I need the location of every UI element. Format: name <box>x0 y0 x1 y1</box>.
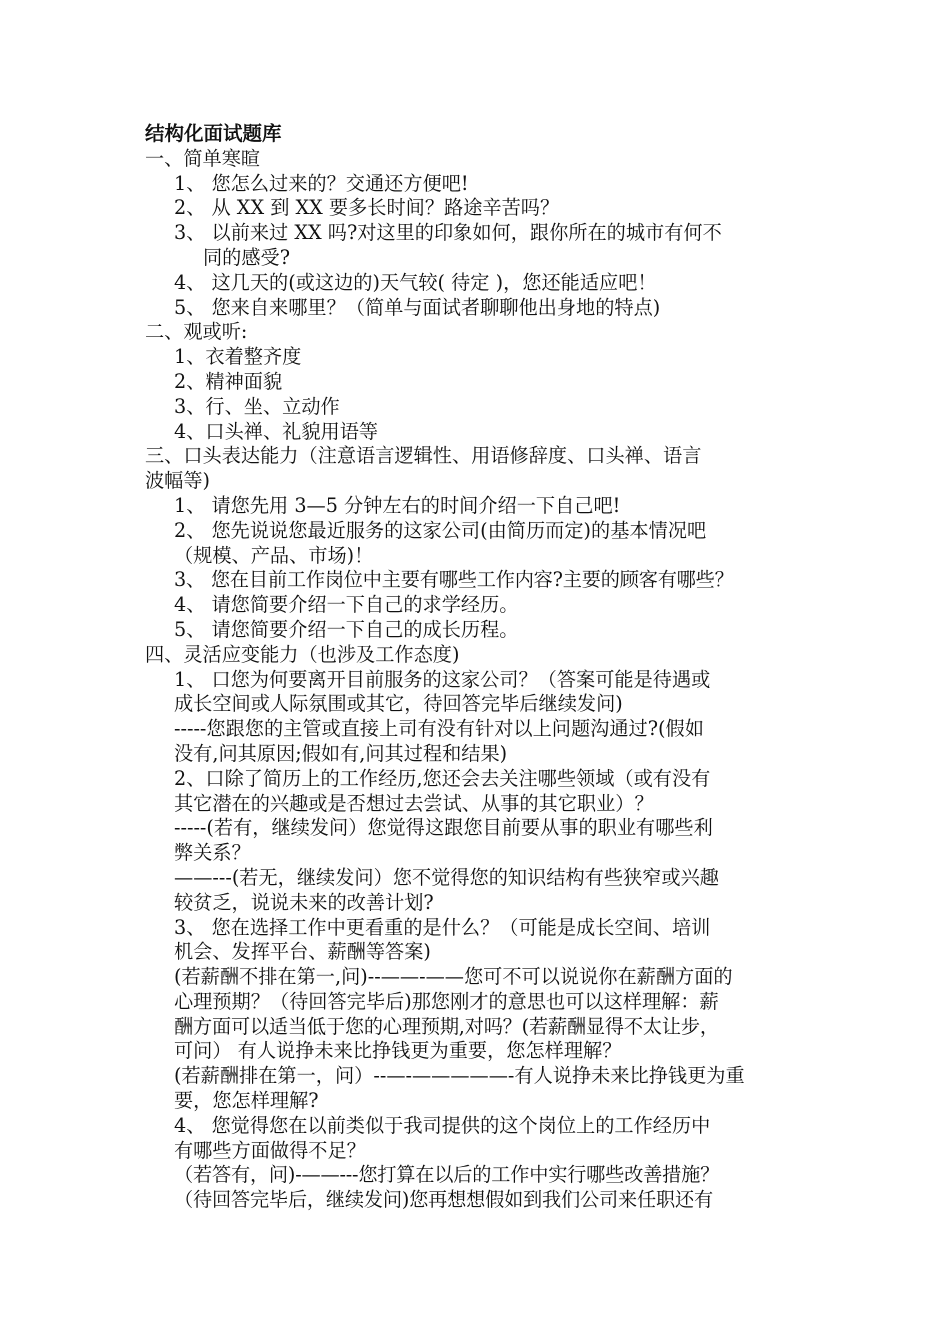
paragraph-line: -----(若有，继续发问）您觉得这跟您目前要从事的职业有哪些利 <box>174 816 713 840</box>
list-item: 3、行、坐、立动作 <box>174 394 340 418</box>
paragraph-line: (若薪酬排在第一，问）--—-—————-有人说挣未来比挣钱更为重 <box>174 1064 745 1088</box>
list-item: 1、衣着整齐度 <box>174 345 302 369</box>
paragraph-line: 其它潜在的兴趣或是否想过去尝试、从事的其它职业）？ <box>174 791 654 815</box>
paragraph-line: ——---(若无，继续发问）您不觉得您的知识结构有些狭窄或兴趣 <box>174 865 719 889</box>
list-item: 4、 这几天的(或这边的)天气较( 待定 )，您还能适应吧！ <box>174 270 657 294</box>
document-title: 结构化面试题库 <box>145 122 282 145</box>
paragraph-line: 2、口除了简历上的工作经历,您还会去关注哪些领域（或有没有 <box>174 766 711 790</box>
section-heading-continuation: 波幅等) <box>145 469 211 493</box>
paragraph-line: 要，您怎样理解? <box>174 1089 319 1113</box>
paragraph-line: 较贫乏，说说未来的改善计划? <box>174 890 434 914</box>
paragraph-line: 酬方面可以适当低于您的心理预期,对吗？(若薪酬显得不太让步， <box>174 1014 719 1038</box>
paragraph-line: 弊关系？ <box>174 841 251 865</box>
paragraph-line: 成长空间或人际氛围或其它，待回答完毕后继续发问) <box>174 692 623 716</box>
paragraph-line: 没有,问其原因;假如有,问其过程和结果) <box>174 741 508 765</box>
list-item: 3、 以前来过 XX 吗?对这里的印象如何，跟你所在的城市有何不 <box>174 221 722 245</box>
list-item-continuation: （规模、产品、市场)！ <box>174 543 374 567</box>
list-item-continuation: 同的感受? <box>203 245 291 269</box>
paragraph-line: （待回答完毕后，继续发问)您再想想假如到我们公司来任职还有 <box>174 1188 713 1212</box>
section-heading-observation: 二、观或听: <box>145 320 248 344</box>
document-body <box>145 122 820 1213</box>
list-item: 3、 您在目前工作岗位中主要有哪些工作内容?主要的顾客有哪些？ <box>174 568 734 592</box>
paragraph-line: 4、 您觉得您在以前类似于我司提供的这个岗位上的工作经历中 <box>174 1113 711 1137</box>
list-item: 5、 请您简要介绍一下自己的成长历程。 <box>174 617 519 641</box>
list-item: 2、精神面貌 <box>174 369 283 393</box>
list-item: 4、 请您简要介绍一下自己的求学经历。 <box>174 593 519 617</box>
section-heading-greetings: 一、简单寒暄 <box>145 146 261 170</box>
paragraph-line: 机会、发挥平台、薪酬等答案) <box>174 940 431 964</box>
list-item: 2、 从 XX 到 XX 要多长时间？路途辛苦吗？ <box>174 196 560 220</box>
list-item: 1、 您怎么过来的？交通还方便吧! <box>174 171 469 195</box>
paragraph-line: -----您跟您的主管或直接上司有没有针对以上问题沟通过?(假如 <box>174 717 704 741</box>
list-item: 1、 请您先用 3—5 分钟左右的时间介绍一下自己吧! <box>174 493 621 517</box>
list-item: 5、 您来自来哪里？（简单与面试者聊聊他出身地的特点) <box>174 295 661 319</box>
paragraph-line: 可问） 有人说挣未来比挣钱更为重要，您怎样理解？ <box>174 1039 622 1063</box>
section-heading-oral-expression: 三、口头表达能力（注意语言逻辑性、用语修辞度、口头禅、语言 <box>145 444 702 468</box>
paragraph-line: 心理预期？（待回答完毕后)那您刚才的意思也可以这样理解：薪 <box>174 989 719 1013</box>
paragraph-line: (若薪酬不排在第一,问)--——-——您可不可以说说你在薪酬方面的 <box>174 965 733 989</box>
section-heading-adaptability: 四、灵活应变能力（也涉及工作态度) <box>145 642 460 666</box>
paragraph-line: （若答有，问)-——---您打算在以后的工作中实行哪些改善措施？ <box>174 1163 720 1187</box>
paragraph-line: 有哪些方面做得不足？ <box>174 1138 366 1162</box>
list-item: 4、口头禅、礼貌用语等 <box>174 419 379 443</box>
paragraph-line: 1、 口您为何要离开目前服务的这家公司？（答案可能是待遇或 <box>174 667 711 691</box>
list-item: 2、 您先说说您最近服务的这家公司(由简历而定)的基本情况吧 <box>174 518 707 542</box>
paragraph-line: 3、 您在选择工作中更看重的是什么？（可能是成长空间、培训 <box>174 915 711 939</box>
